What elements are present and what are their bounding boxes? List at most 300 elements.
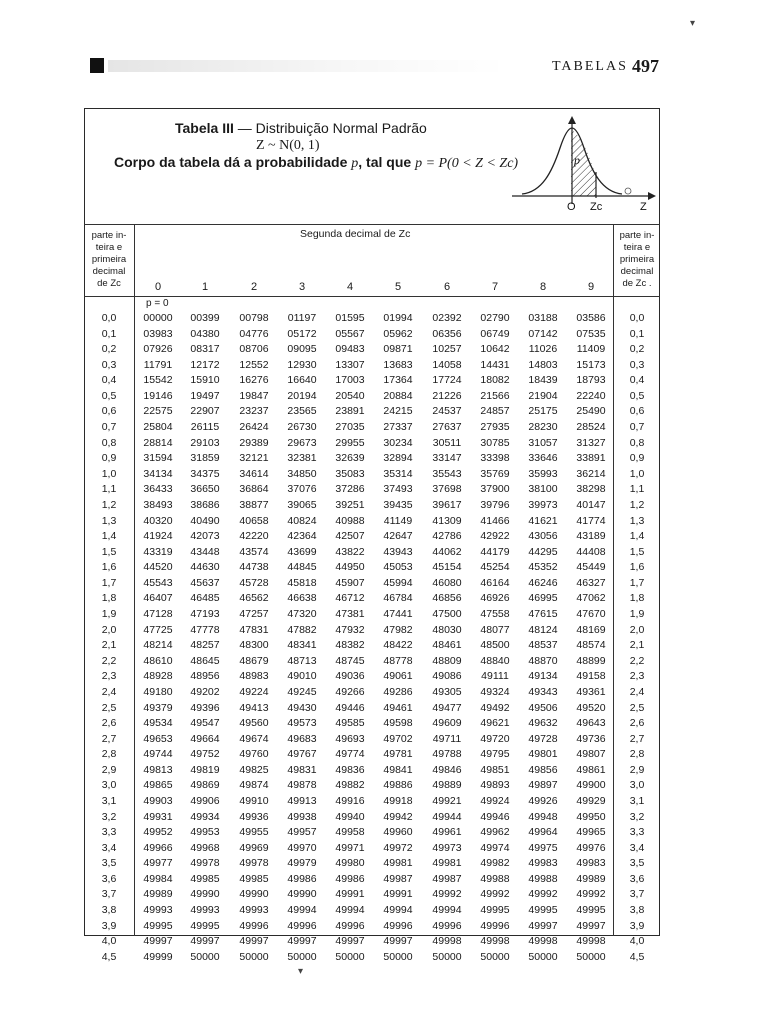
table-cell: 07926: [143, 343, 173, 356]
distribution-notation: Z ~ N(0, 1): [256, 138, 320, 153]
table-cell: 37900: [480, 483, 510, 496]
table-cell: 50000: [335, 950, 365, 963]
table-cell: 48574: [576, 639, 606, 652]
table-cell: 49286: [383, 685, 413, 698]
table-cell: 16640: [287, 374, 317, 387]
table-cell: 19497: [190, 389, 220, 402]
table-cell: 49957: [287, 826, 317, 839]
table-cell: 49972: [383, 841, 413, 854]
table-cell: 49982: [480, 857, 510, 870]
row-label-left: 2,5: [101, 701, 117, 714]
table-cell: 25804: [143, 421, 173, 434]
table-cell: 49997: [287, 935, 317, 948]
table-cell: 21226: [432, 389, 462, 402]
table-cell: 03586: [576, 312, 606, 324]
table-cell: 31327: [576, 436, 606, 449]
table-cell: 49674: [239, 732, 269, 745]
table-cell: 33147: [432, 452, 462, 465]
row-label-left: 4,0: [101, 935, 117, 948]
table-cell: 49664: [190, 732, 220, 745]
table-cell: 49324: [480, 685, 510, 698]
right-row-header: [612, 230, 662, 290]
table-cell: 50000: [432, 950, 462, 963]
row-label-right: 1,9: [629, 608, 645, 621]
table-cell: 49728: [528, 732, 558, 745]
table-title: [175, 120, 427, 136]
row-label-right: 1,0: [629, 467, 645, 480]
row-label-right: 2,7: [629, 732, 645, 745]
table-cell: 49760: [239, 748, 269, 761]
row-label-right: 0,9: [629, 452, 645, 465]
table-cell: 49841: [383, 763, 413, 776]
table-cell: 09871: [383, 343, 413, 356]
row-label-left: 1,9: [101, 608, 117, 621]
row-label-right: 1,3: [629, 514, 645, 527]
table-cell: 49893: [480, 779, 510, 792]
table-cell: 49968: [190, 841, 220, 854]
table-cell: 49180: [143, 685, 173, 698]
table-cell: 49990: [190, 888, 220, 901]
table-cell: 49996: [480, 919, 510, 932]
table-cell: 36650: [190, 483, 220, 496]
table-cell: 49946: [480, 810, 510, 823]
table-cell: 28814: [143, 436, 173, 449]
table-cell: 45053: [383, 561, 413, 574]
table-cell: 49993: [143, 904, 173, 917]
digit-header: 6: [443, 281, 451, 293]
right-row-header-line: decimal: [620, 266, 654, 277]
row-label-left: 3,2: [101, 810, 117, 823]
digit-header: 8: [539, 281, 547, 293]
table-cell: 38493: [143, 498, 173, 511]
table-cell: 49994: [383, 904, 413, 917]
header-divider: [84, 224, 660, 225]
table-cell: 09095: [287, 343, 317, 356]
table-cell: 49900: [576, 779, 606, 792]
table-cell: 49984: [143, 872, 173, 885]
table-cell: 49929: [576, 794, 606, 807]
table-title-rest: — Distribuição Normal Padrão: [233, 120, 427, 136]
table-cell: 49801: [528, 748, 558, 761]
table-cell: 47670: [576, 608, 606, 621]
table-cell: 49978: [190, 857, 220, 870]
column-header-divider: [84, 296, 660, 297]
table-cell: 49693: [335, 732, 365, 745]
table-cell: 46407: [143, 592, 173, 605]
table-cell: 08317: [190, 343, 220, 356]
row-label-left: 0,4: [101, 374, 117, 387]
table-cell: 22575: [143, 405, 173, 418]
table-cell: 45994: [383, 576, 413, 589]
row-label-right: 1,5: [629, 545, 645, 558]
table-cell: 24537: [432, 405, 462, 418]
right-row-header-line: parte in-: [619, 230, 655, 241]
digit-header: 9: [587, 281, 595, 293]
table-cell: 49585: [335, 717, 365, 730]
table-cell: 42922: [480, 530, 510, 543]
table-cell: 49995: [190, 919, 220, 932]
table-cell: 38100: [528, 483, 558, 496]
table-cell: 47982: [383, 623, 413, 636]
row-label-left: 0,2: [101, 343, 117, 356]
row-label-left: 1,5: [101, 545, 117, 558]
table-cell: 49986: [335, 872, 365, 885]
row-label-left: 2,7: [101, 732, 117, 745]
table-cell: 49534: [143, 717, 173, 730]
table-cell: 46638: [287, 592, 317, 605]
table-cell: 49998: [432, 935, 462, 948]
table-cell: 13307: [335, 358, 365, 371]
table-cell: 43319: [143, 545, 173, 558]
table-cell: 35314: [383, 467, 413, 480]
table-cell: 49992: [576, 888, 606, 901]
table-cell: 48124: [528, 623, 558, 636]
row-label-left: 3,4: [101, 841, 117, 854]
table-cell: 49965: [576, 826, 606, 839]
table-cell: 36433: [143, 483, 173, 496]
table-cell: 48030: [432, 623, 462, 636]
left-row-header-line: teira e: [95, 242, 123, 253]
row-label-left: 1,7: [101, 576, 117, 589]
row-label-left: 3,3: [101, 826, 117, 839]
table-cell: 49996: [432, 919, 462, 932]
table-cell: 26115: [190, 421, 220, 434]
table-cell: 49985: [239, 872, 269, 885]
table-cell: 24215: [383, 405, 413, 418]
table-cell: 49993: [190, 904, 220, 917]
table-cell: 49061: [383, 670, 413, 683]
table-cell: 40320: [143, 514, 173, 527]
table-cell: 37698: [432, 483, 462, 496]
table-cell: 49158: [576, 670, 606, 683]
table-cell: 49874: [239, 779, 269, 792]
table-cell: 49795: [480, 748, 510, 761]
row-label-left: 0,8: [101, 436, 117, 449]
right-row-header-line: teira e: [623, 242, 651, 253]
table-cell: 49886: [383, 779, 413, 792]
row-label-right: 2,0: [629, 623, 645, 636]
left-row-header-line: primeira: [91, 254, 127, 265]
table-cell: 48870: [528, 654, 558, 667]
table-cell: 46164: [480, 576, 510, 589]
table-cell: 49632: [528, 717, 558, 730]
table-cell: 49992: [432, 888, 462, 901]
row-label-right: 1,6: [629, 561, 645, 574]
table-cell: 29673: [287, 436, 317, 449]
table-cell: 39065: [287, 498, 317, 511]
table-cell: 15542: [143, 374, 173, 387]
row-label-right: 3,0: [629, 779, 645, 792]
row-label-left: 2,4: [101, 685, 117, 698]
table-cell: 49086: [432, 670, 462, 683]
table-cell: 49343: [528, 685, 558, 698]
table-cell: 49492: [480, 701, 510, 714]
table-cell: 49994: [287, 904, 317, 917]
table-cell: 49987: [383, 872, 413, 885]
table-cell: 49997: [528, 919, 558, 932]
table-cell: 42507: [335, 530, 365, 543]
table-cell: 44295: [528, 545, 558, 558]
row-label-right: 1,2: [629, 498, 645, 511]
table-cell: 49702: [383, 732, 413, 745]
table-cell: 48713: [287, 654, 317, 667]
row-label-right: 1,8: [629, 592, 645, 605]
left-row-header-line: parte in-: [91, 230, 127, 241]
table-cell: 47932: [335, 623, 365, 636]
table-cell: 48645: [190, 654, 220, 667]
row-label-left: 0,6: [101, 405, 117, 418]
table-cell: 49926: [528, 794, 558, 807]
table-cell: 23891: [335, 405, 365, 418]
table-cell: 49991: [383, 888, 413, 901]
table-cell: 49978: [239, 857, 269, 870]
table-cell: 38298: [576, 483, 606, 496]
table-cell: 26424: [239, 421, 269, 434]
table-cell: 33646: [528, 452, 558, 465]
table-cell: 44950: [335, 561, 365, 574]
row-label-right: 3,7: [629, 888, 645, 901]
table-cell: 38877: [239, 498, 269, 511]
table-cell: 31594: [143, 452, 173, 465]
row-label-left: 0,0: [101, 312, 117, 324]
table-cell: 44520: [143, 561, 173, 574]
table-cell: 49950: [576, 810, 606, 823]
table-cell: 45154: [432, 561, 462, 574]
row-label-left: 1,8: [101, 592, 117, 605]
table-cell: 15173: [576, 358, 606, 371]
table-description: [114, 154, 518, 172]
table-cell: 49990: [239, 888, 269, 901]
row-label-right: 0,4: [629, 374, 645, 387]
table-cell: 49983: [576, 857, 606, 870]
digit-header: 7: [491, 281, 499, 293]
table-cell: 49995: [528, 904, 558, 917]
table-cell: 12172: [190, 358, 220, 371]
table-cell: 48745: [335, 654, 365, 667]
table-cell: 06356: [432, 327, 462, 340]
table-cell: 43822: [335, 545, 365, 558]
table-cell: 00798: [239, 312, 269, 324]
table-cell: 49995: [576, 904, 606, 917]
table-cell: 49643: [576, 717, 606, 730]
table-cell: 21566: [480, 389, 510, 402]
table-cell: 50000: [287, 950, 317, 963]
table-cell: 49994: [335, 904, 365, 917]
table-cell: 47882: [287, 623, 317, 636]
table-cell: 20194: [287, 389, 317, 402]
table-cell: 49992: [528, 888, 558, 901]
table-cell: 49461: [383, 701, 413, 714]
page-number: 497: [632, 56, 659, 76]
table-cell: 49964: [528, 826, 558, 839]
table-cell: 20540: [335, 389, 365, 402]
table-cell: 48422: [383, 639, 413, 652]
row-label-right: 3,2: [629, 810, 645, 823]
table-cell: 49973: [432, 841, 462, 854]
p-label: p: [574, 153, 580, 167]
table-cell: 47320: [287, 608, 317, 621]
table-cell: 49903: [143, 794, 173, 807]
table-cell: 49918: [383, 794, 413, 807]
table-cell: 34850: [287, 467, 317, 480]
table-cell: 45728: [239, 576, 269, 589]
table-cell: 44408: [576, 545, 606, 558]
table-cell: 44179: [480, 545, 510, 558]
table-cell: 48169: [576, 623, 606, 636]
table-cell: 40658: [239, 514, 269, 527]
zc-label: Zc: [590, 201, 603, 213]
table-cell: 49653: [143, 732, 173, 745]
table-cell: 05962: [383, 327, 413, 340]
table-cell: 49992: [480, 888, 510, 901]
table-cell: 37286: [335, 483, 365, 496]
table-cell: 01994: [383, 312, 413, 324]
table-cell: 10642: [480, 343, 510, 356]
table-cell: 45637: [190, 576, 220, 589]
table-cell: 24857: [480, 405, 510, 418]
scan-speck: ▾: [690, 18, 696, 29]
table-cell: 49520: [576, 701, 606, 714]
table-cell: 49988: [480, 872, 510, 885]
table-cell: 27337: [383, 421, 413, 434]
table-cell: 49974: [480, 841, 510, 854]
row-label-right: 4,0: [629, 935, 645, 948]
table-cell: 00399: [190, 312, 220, 324]
table-cell: 05567: [335, 327, 365, 340]
table-cell: 49961: [432, 826, 462, 839]
table-cell: 42220: [239, 530, 269, 543]
table-cell: 49788: [432, 748, 462, 761]
table-cell: 49924: [480, 794, 510, 807]
table-cell: 49988: [528, 872, 558, 885]
table-cell: 49916: [335, 794, 365, 807]
table-cell: 00000: [143, 312, 173, 324]
table-cell: 44738: [239, 561, 269, 574]
table-cell: 33891: [576, 452, 606, 465]
table-cell: 03983: [143, 327, 173, 340]
table-cell: 43943: [383, 545, 413, 558]
table-cell: 49036: [335, 670, 365, 683]
row-label-right: 1,1: [629, 483, 645, 496]
table-cell: 49996: [239, 919, 269, 932]
table-cell: 45907: [335, 576, 365, 589]
row-label-right: 3,9: [629, 919, 645, 932]
header-square-mark: [90, 58, 104, 73]
table-cell: 49966: [143, 841, 173, 854]
table-cell: 49995: [143, 919, 173, 932]
table-cell: 49245: [287, 685, 317, 698]
table-cell: 49970: [287, 841, 317, 854]
table-cell: 18439: [528, 374, 558, 387]
table-cell: 34134: [143, 467, 173, 480]
table-cell: 45352: [528, 561, 558, 574]
table-cell: 49736: [576, 732, 606, 745]
table-cell: 43189: [576, 530, 606, 543]
row-label-right: 3,5: [629, 857, 645, 870]
table-cell: 49224: [239, 685, 269, 698]
table-cell: 49573: [287, 717, 317, 730]
table-cell: 31859: [190, 452, 220, 465]
table-cell: 49774: [335, 748, 365, 761]
table-cell: 50000: [239, 950, 269, 963]
table-cell: 47831: [239, 623, 269, 636]
table-cell: 34375: [190, 467, 220, 480]
row-label-left: 0,5: [101, 389, 117, 402]
row-label-left: 4,5: [101, 950, 117, 963]
table-cell: 27935: [480, 421, 510, 434]
table-cell: 49878: [287, 779, 317, 792]
row-label-left: 2,3: [101, 670, 117, 683]
table-cell: 49744: [143, 748, 173, 761]
table-cell: 49889: [432, 779, 462, 792]
table-cell: 05172: [287, 327, 317, 340]
table-cell: 49998: [480, 935, 510, 948]
table-cell: 46562: [239, 592, 269, 605]
table-cell: 49998: [576, 935, 606, 948]
table-cell: 50000: [528, 950, 558, 963]
table-cell: 17003: [335, 374, 365, 387]
table-cell: 23237: [239, 405, 269, 418]
table-cell: 47128: [143, 608, 173, 621]
table-cell: 17364: [383, 374, 413, 387]
table-cell: 49934: [190, 810, 220, 823]
table-cell: 18793: [576, 374, 606, 387]
row-label-left: 3,0: [101, 779, 117, 792]
table-cell: 43699: [287, 545, 317, 558]
table-cell: 39973: [528, 498, 558, 511]
table-cell: 02790: [480, 312, 510, 324]
row-label-left: 3,8: [101, 904, 117, 917]
table-cell: 49010: [287, 670, 317, 683]
table-cell: 23565: [287, 405, 317, 418]
table-cell: 44062: [432, 545, 462, 558]
table-cell: 49446: [335, 701, 365, 714]
table-cell: 49997: [143, 935, 173, 948]
table-cell: 47558: [480, 608, 510, 621]
table-cell: 49940: [335, 810, 365, 823]
table-cell: 49981: [383, 857, 413, 870]
table-cell: 43574: [239, 545, 269, 558]
table-cell: 44630: [190, 561, 220, 574]
table-cell: 44845: [287, 561, 317, 574]
row-label-right: 1,7: [629, 576, 645, 589]
table-cell: 01197: [287, 312, 317, 324]
digit-header: 5: [394, 281, 402, 293]
table-cell: 01595: [335, 312, 365, 324]
table-label: Tabela III: [175, 120, 234, 136]
table-cell: 49813: [143, 763, 173, 776]
table-cell: 47725: [143, 623, 173, 636]
row-label-left: 2,6: [101, 717, 117, 730]
table-cell: 49906: [190, 794, 220, 807]
row-label-left: 2,2: [101, 654, 117, 667]
row-label-left: 3,5: [101, 857, 117, 870]
right-row-header-line: de Zc .: [622, 278, 652, 289]
table-cell: 28524: [576, 421, 606, 434]
table-cell: 49711: [432, 732, 462, 745]
table-cell: 46926: [480, 592, 510, 605]
table-cell: 49997: [335, 935, 365, 948]
table-cell: 45449: [576, 561, 606, 574]
table-cell: 49720: [480, 732, 510, 745]
table-cell: 49819: [190, 763, 220, 776]
table-cell: 48610: [143, 654, 173, 667]
table-cell: 41924: [143, 530, 173, 543]
table-cell: 49897: [528, 779, 558, 792]
table-cell: 49996: [383, 919, 413, 932]
row-label-left: 2,0: [101, 623, 117, 636]
table-cell: 49996: [287, 919, 317, 932]
